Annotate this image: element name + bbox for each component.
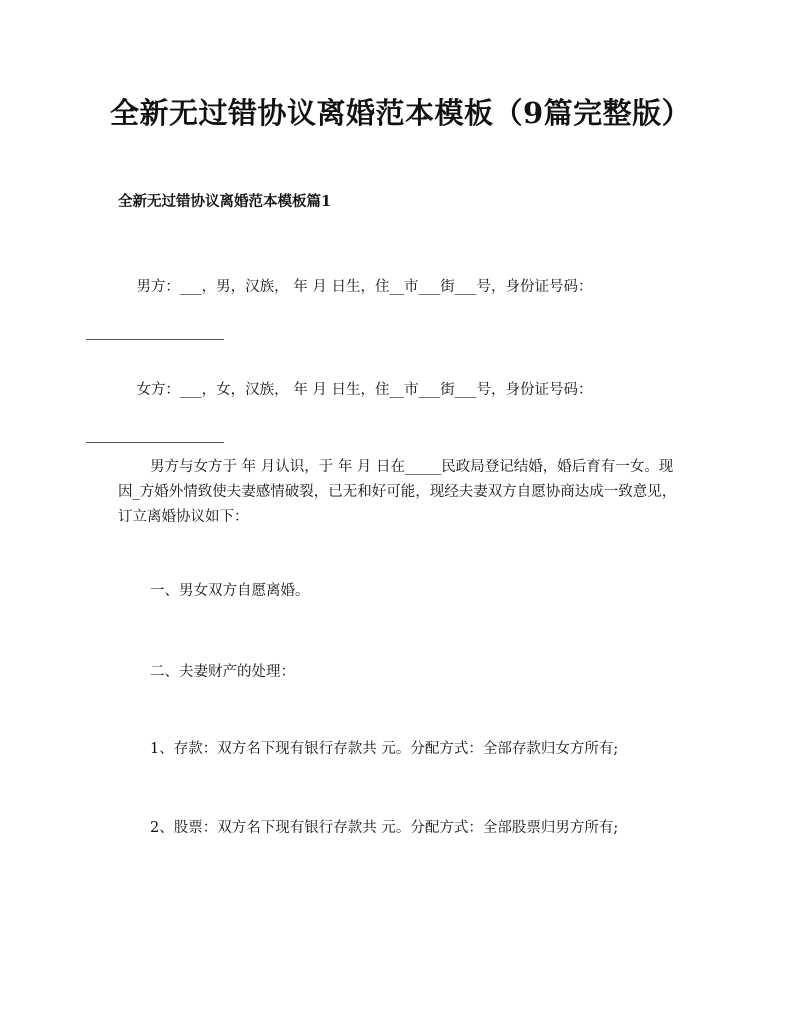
- stock-item-paragraph: 2、股票：双方名下现有银行存款共 元。分配方式：全部股票归男方所有;: [150, 820, 619, 836]
- document-title: 全新无过错协议离婚范本模板（9篇完整版）: [110, 96, 692, 130]
- background-paragraph: 男方与女方于 年 月认识，于 年 月 日在_____民政局登记结婚，婚后育有一女。现因_方婚外情致使夫妻感情破裂，已无和好可能，现经夫妻双方自愿协商达成一致意见，订立离婚协议如下：: [118, 459, 677, 525]
- clause-2-paragraph: 二、夫妻财产的处理：: [150, 664, 295, 680]
- id-number-blank-line: [86, 428, 224, 443]
- clause-1-paragraph: 一、男女双方自愿离婚。: [150, 583, 310, 599]
- husband-info-text: 男方：___，男，汉族， 年 月 日生，住__市___街___号，身份证号码：: [136, 279, 593, 295]
- deposit-item-paragraph: 1、存款：双方名下现有银行存款共 元。分配方式：全部存款归女方所有;: [150, 741, 619, 757]
- wife-info-text: 女方：___，女，汉族， 年 月 日生，住__市___街___号，身份证号码：: [136, 382, 593, 398]
- id-number-blank-line: [86, 325, 224, 340]
- section-heading: 全新无过错协议离婚范本模板篇1: [118, 193, 332, 210]
